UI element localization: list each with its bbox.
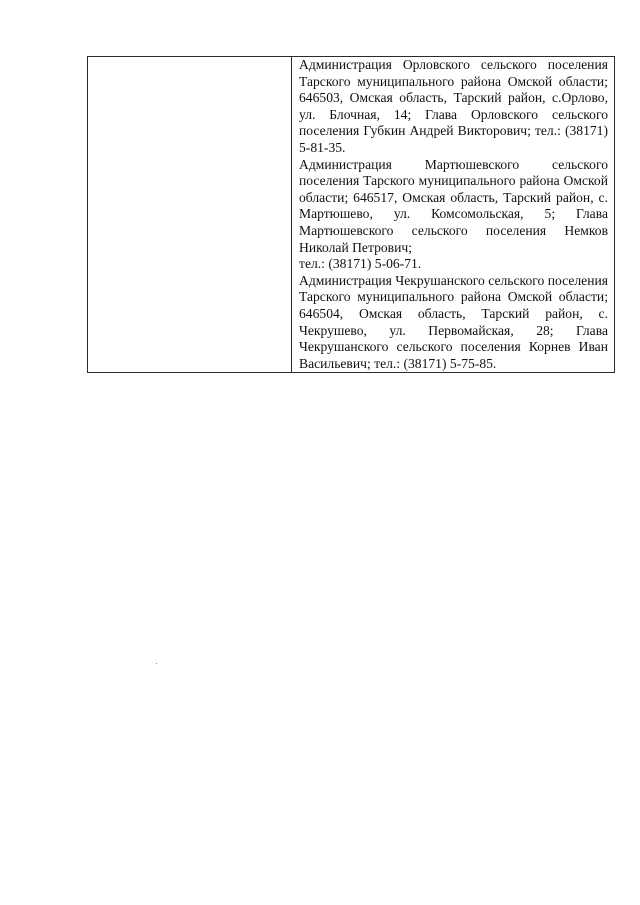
table-cell-right: [292, 57, 615, 373]
contacts-table: [87, 56, 615, 373]
table-row: [88, 57, 615, 373]
chekrushevo-administration-entry: Администрация Чекрушанского сельского поселения Тарского муниципального района Омской области; 646504, Омская область, Тарский район, с. Чекрушево, ул. Первомайская, 28; Глава Чекрушанского сельского поселения Корнев Иван Васильевич; тел.: (38171) 5-75-85.: [299, 272, 608, 371]
table-cell-left: [88, 57, 292, 373]
orlovo-administration-entry: Администрация Орловского сельского поселения Тарского муниципального района Омской области; 646503, Омская область, Тарский район, с.Орлово, ул. Блочная, 14; Глава Орловского сельского поселения Губкин Андрей Викторович; тел.: (38171) 5-81-35.: [299, 57, 608, 155]
administration-contacts: [292, 57, 614, 372]
martyushevo-phone-entry: тел.: (38171) 5-06-71.: [299, 256, 422, 272]
scan-speck: [156, 663, 157, 664]
martyushevo-administration-entry: Администрация Мартюшевского сельского поселения Тарского муниципального района Омской области; 646517, Омская область, Тарский район, с. Мартюшево, ул. Комсомольская, 5; Глава Мартюшевского сельского поселения Немков Николай Петрович;: [299, 156, 608, 255]
